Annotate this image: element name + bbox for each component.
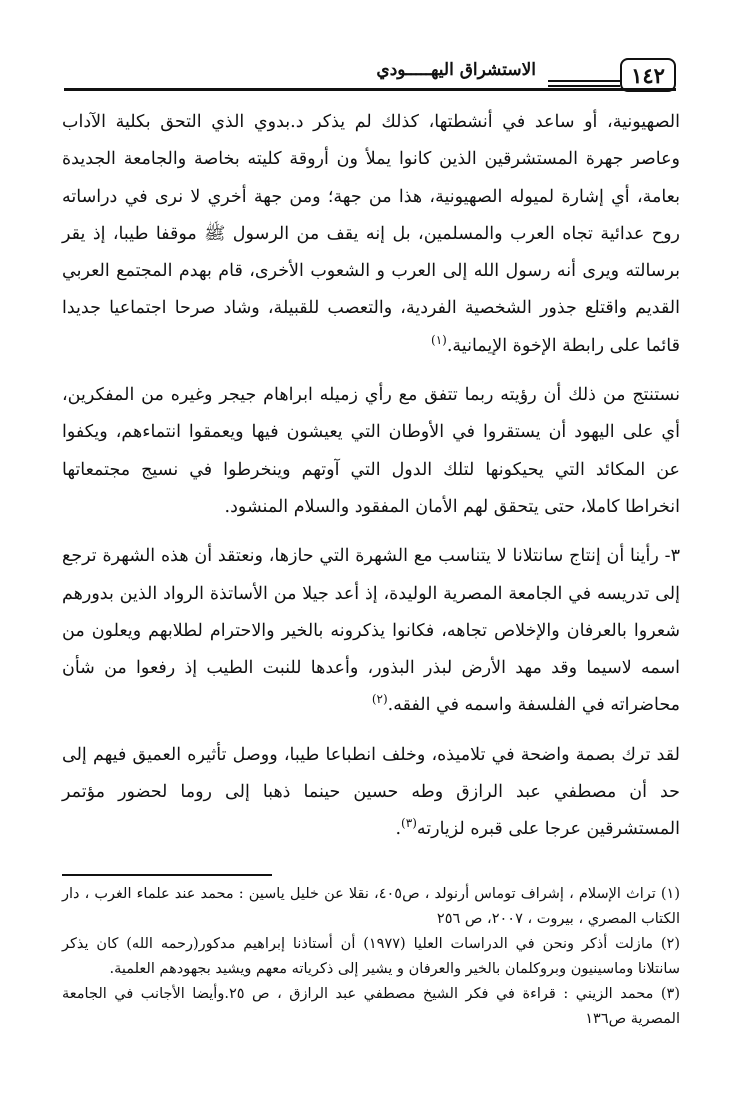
header-ornament-line [548,85,620,87]
paragraph-text: لقد ترك بصمة واضحة في تلاميذه، وخلف انطباعا طيبا، ووصل تأثيره العميق فيهم إلى حد أن مصطفي عبد الرازق وطه حسين حينما ذهبا إلى روما لحضور مؤتمر المستشرقين عرجا على قبره لزيارته [62,744,680,840]
body-text [62,104,680,849]
footnote: (١) تراث الإسلام ، إشراف توماس أرنولد ، ص٤٠٥، نقلا عن خليل ياسين : محمد عند علماء الغرب ، دار الكتاب المصري ، بيروت ، ٢٠٠٧، ص ٢٥٦ [62,886,680,927]
footnote-separator [62,874,272,876]
footnote: (٣) محمد الزيني : قراءة في فكر الشيخ مصطفي عبد الرازق ، ص ٢٥.وأيضا الأجانب في الجامعة المصرية ص١٣٦ [62,986,680,1027]
footnote-reference[interactable]: (٢) [371,692,388,707]
paragraph-text: ٣- رأينا أن إنتاج سانتلانا لا يتناسب مع الشهرة التي حازها، ونعتقد أن هذه الشهرة ترجع إلى تدريسه في الجامعة المصرية الوليدة، إذ أعد جيلا من الأساتذة الرواد الذين بدورهم شعروا بالعرفان والإخلاص تجاهه، فكانوا يذكرونه بالخير والاحترام لطلابهم ويعلون من اسمه لاسيما وقد مهد الأرض لبذر البذور، وأعدها للنبت الطيب إذ رفعوا من شأن محاضراته في الفلسفة واسمه في الفقه. [62,546,680,716]
header-rule [64,88,676,91]
paragraph [62,104,680,365]
page-header [64,58,676,94]
footnote-reference[interactable]: (١) [431,332,447,347]
header-ornament-line [548,80,620,82]
footnotes [62,882,680,1032]
footnote-reference[interactable]: (٣) [401,816,417,831]
paragraph [62,377,680,526]
paragraph [62,538,680,724]
running-title: الاستشراق اليهـــــودي [376,60,536,80]
paragraph-text: الصهيونية، أو ساعد في أنشطتها، كذلك لم يذكر د.بدوي الذي التحق بكلية الآداب وعاصر جهرة المستشرقين الذين كانوا يملأ ون أروقة كليته بخاصة والجامعة الجديدة بعامة، أي إشارة لميوله الصهيونية، هذا من جهة؛ ومن جهة أخري لا نرى في دراساته روح عدائية تجاه العرب والمسلمين، بل إنه يقف من الرسول ﷺ موقفا طيبا، إذ يقر برسالته ويرى أنه رسول الله إلى العرب و الشعوب الأخرى، قام بهدم المجتمع العربي القديم واقتلع جذور الشخصية الفردية، والتعصب للقبيلة، وشاد صرحا اجتماعيا جديدا قائما على رابطة الإخوة الإيمانية. [62,112,680,356]
footnote: (٢) مازلت أذكر ونحن في الدراسات العليا (١٩٧٧) أن أستاذنا إبراهيم مدكور(رحمه الله) كان يذكر سانتلانا وماسينيون وبروكلمان بالخير والعرفان و يشير إلى ذكرياته معهم ويشيد بجهودهم العلمية. [62,936,681,977]
paragraph [62,737,680,849]
paragraph-end-period: . [395,819,402,840]
paragraph-text: نستنتج من ذلك أن رؤيته ربما تتفق مع رأي زميله ابراهام جيجر وغيره من المفكرين، أي على اليهود أن يستقروا في الأوطان التي يعيشون فيها ويعمقوا انتماءهم، ويكفوا عن المكائد التي يحيكونها لتلك الدول التي آوتهم وينخرطوا في نسيج مجتمعاتها انخراطا كاملا، حتى يتحقق لهم الأمان المفقود والسلام المنشود. [62,385,680,517]
page-number: ١٤٢ [620,58,676,92]
